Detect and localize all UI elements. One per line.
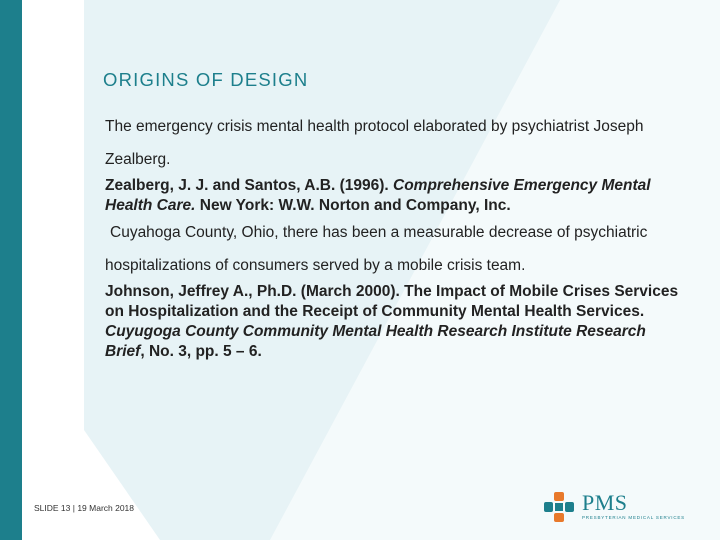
pms-logo bbox=[542, 490, 685, 524]
paragraph-cuyahoga-text: Cuyahoga County, Ohio, there has been a measurable decrease of psychiatric hospitalizations of consumers served by a mobile crisis team. bbox=[105, 224, 648, 274]
slide-title: ORIGINS OF DESIGN bbox=[103, 69, 309, 90]
slide-footer: SLIDE 13 | 19 March 2018 bbox=[34, 503, 135, 513]
pms-logo-subtitle: PRESBYTERIAN MEDICAL SERVICES bbox=[582, 515, 685, 520]
reference-johnson-tail: , No. 3, pp. 5 – 6. bbox=[140, 343, 262, 360]
paragraph-cuyahoga bbox=[105, 216, 685, 282]
slide-body bbox=[105, 110, 685, 362]
reference-johnson bbox=[105, 282, 685, 362]
reference-zealberg bbox=[105, 176, 685, 216]
reference-johnson-journal: Cuyugoga County Community Mental Health Research Institute Research Brief bbox=[105, 323, 646, 360]
pms-logo-icon bbox=[542, 490, 576, 524]
reference-zealberg-title: Comprehensive Emergency Mental Health Care. bbox=[105, 177, 651, 214]
reference-zealberg-publisher: New York: W.W. Norton and Company, Inc. bbox=[199, 197, 511, 214]
reference-johnson-main: Johnson, Jeffrey A., Ph.D. (March 2000). The Impact of Mobile Crises Services on Hospitalization and the Receipt of Community Mental Health Services. bbox=[105, 283, 679, 320]
pms-logo-name: PMS bbox=[582, 490, 628, 515]
paragraph-zealberg: The emergency crisis mental health protocol elaborated by psychiatrist Joseph Zealberg. bbox=[105, 118, 644, 168]
reference-zealberg-authors: Zealberg, J. J. and Santos, A.B. (1996). bbox=[105, 177, 389, 194]
